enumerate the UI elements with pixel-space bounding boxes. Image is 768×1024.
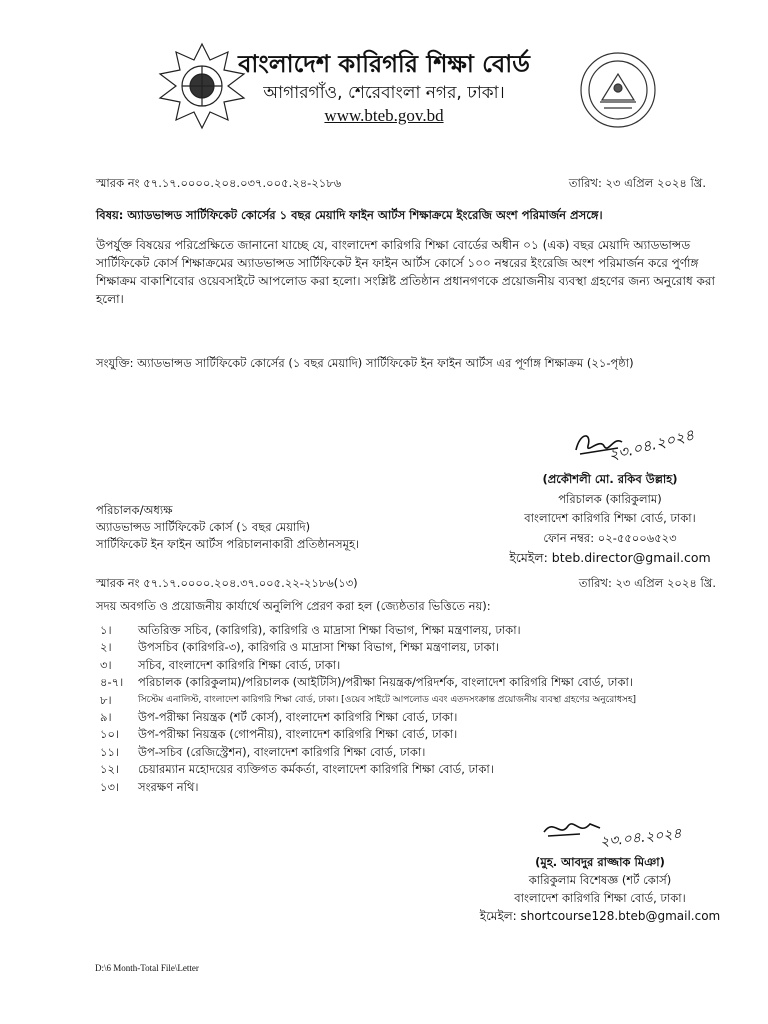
body-line: হলো। bbox=[96, 292, 124, 306]
list-item bbox=[100, 779, 740, 796]
memo-reference-2: স্মারক নং ৫৭.১৭.০০০০.২০৪.৩৭.০০৫.২২-২১৮৬(১৩) bbox=[96, 576, 358, 590]
body-line: শিক্ষাক্রম বাকাশিবোর ওয়েবসাইটে আপলোড করা হলো। সংশ্লিষ্ট প্রতিষ্ঠান প্রধানগণকে প্রয়োজনীয় ব্যবস্থা গ্রহণের জন্য অনুরোধ করা bbox=[96, 274, 715, 288]
list-item-text: সংরক্ষণ নথি। bbox=[138, 779, 199, 794]
curriculum-specialist-signature-block bbox=[460, 853, 740, 925]
list-item-number: ১১। bbox=[100, 744, 120, 759]
list-item-number: ৩। bbox=[100, 657, 112, 672]
list-item-number: ২। bbox=[100, 640, 112, 655]
list-item-number: ১। bbox=[100, 623, 112, 637]
body-line: উপর্যুক্ত বিষয়ের পরিপ্রেক্ষিতে জানানো যাচ্ছে যে, বাংলাদেশ কারিগরি শিক্ষা বোর্ডের অধীন ০১ (এক) বছর মেয়াদি অ্যাডভান্সড bbox=[96, 238, 691, 252]
attachment-line: সংযুক্তি: অ্যাডভান্সড সার্টিফিকেট কোর্সের (১ বছর মেয়াদি) সার্টিফিকেট ইন ফাইন আর্টস এর পূর্ণাঙ্গ শিক্ষাক্রম (২১-পৃষ্ঠা) bbox=[96, 356, 634, 370]
memo-reference-1: স্মারক নং ৫৭.১৭.০০০০.২০৪.০৩৭.০০৫.২৪-২১৮৬ bbox=[96, 176, 342, 190]
list-item-text: সিস্টেম এনালিস্ট, বাংলাদেশ কারিগরি শিক্ষা বোর্ড, ঢাকা। [ওয়েব সাইটে আপলোড এবং এতদসংক্রান্ত প্রয়োজনীয় ব্যবস্থা গ্রহণের অনুরোধসহ] bbox=[138, 694, 637, 705]
list-item bbox=[100, 639, 740, 656]
list-item-text: অতিরিক্ত সচিব, (কারিগরি), কারিগরি ও মাদ্রাসা শিক্ষা বিভাগ, শিক্ষা মন্ত্রণালয়, ঢাকা। bbox=[138, 623, 521, 637]
director-name: (প্রকৌশলী মো. রকিব উল্লাহ) bbox=[542, 472, 678, 486]
list-item-text: উপ-পরীক্ষা নিয়ন্ত্রক (শর্ট কোর্স), বাংলাদেশ কারিগরি শিক্ষা বোর্ড, ঢাকা। bbox=[138, 709, 458, 724]
list-item bbox=[100, 674, 740, 691]
copy-intro: সদয় অবগতি ও প্রয়োজনীয় কার্যার্থে অনুলিপি প্রেরণ করা হল (জ্যেষ্ঠতার ভিত্তিতে নয়): bbox=[96, 599, 491, 613]
list-item bbox=[100, 761, 740, 778]
copy-distribution-list bbox=[100, 622, 740, 796]
list-item bbox=[100, 709, 740, 726]
director-email: ইমেইল: bteb.director@gmail.com bbox=[509, 550, 711, 565]
letter-body bbox=[96, 236, 736, 308]
recipient-line: পরিচালক/অধ্যক্ষ bbox=[96, 503, 173, 517]
curriculum-specialist-signature-date: ২৩.০৪.২০২৪ bbox=[599, 825, 683, 851]
list-item-number: ৯। bbox=[100, 709, 112, 724]
director-phone: ফোন নম্বর: ০২-৫৫০০৬৫২৩ bbox=[543, 530, 677, 545]
board-title: বাংলাদেশ কারিগরি শিক্ষা বোর্ড bbox=[238, 50, 530, 78]
list-item-text: সচিব, বাংলাদেশ কারিগরি শিক্ষা বোর্ড, ঢাকা। bbox=[138, 657, 341, 672]
list-item-text: উপ-সচিব (রেজিস্ট্রেশন), বাংলাদেশ কারিগরি শিক্ষা বোর্ড, ঢাকা। bbox=[138, 744, 426, 759]
list-item bbox=[100, 657, 740, 674]
list-item-number: ৪-৭। bbox=[100, 675, 124, 690]
list-item-text: পরিচালক (কারিকুলাম)/পরিচালক (আইটিসি)/পরীক্ষা নিয়ন্ত্রক/পরিদর্শক, বাংলাদেশ কারিগরি শিক্ষা বোর্ড, ঢাকা। bbox=[138, 675, 633, 690]
list-item-number: ১৩। bbox=[100, 779, 120, 794]
list-item-text: উপ-পরীক্ষা নিয়ন্ত্রক (গোপনীয়), বাংলাদেশ কারিগরি শিক্ষা বোর্ড, ঢাকা। bbox=[138, 727, 458, 742]
director-signature-block bbox=[490, 470, 730, 568]
curriculum-specialist-signature bbox=[540, 816, 604, 842]
curriculum-specialist-designation: কারিকুলাম বিশেষজ্ঞ (শর্ট কোর্স) bbox=[528, 873, 672, 887]
list-item bbox=[100, 622, 740, 639]
recipient-line: অ্যাডভান্সড সার্টিফিকেট কোর্স (১ বছর মেয়াদি) bbox=[96, 520, 311, 534]
list-item bbox=[100, 692, 740, 709]
list-item bbox=[100, 744, 740, 761]
director-signature-date: ২৩.০৪.২০২৪ bbox=[606, 425, 697, 465]
file-path-footer: D:\6 Month-Total File\Letter bbox=[95, 963, 199, 973]
board-website-link[interactable]: www.bteb.gov.bd bbox=[324, 106, 444, 125]
curriculum-specialist-office: বাংলাদেশ কারিগরি শিক্ষা বোর্ড, ঢাকা। bbox=[514, 891, 686, 905]
list-item-text: চেয়ারম্যান মহোদয়ের ব্যক্তিগত কর্মকর্তা, বাংলাদেশ কারিগরি শিক্ষা বোর্ড, ঢাকা। bbox=[138, 762, 494, 777]
body-line: সার্টিফিকেট কোর্স শিক্ষাক্রমের অ্যাডভান্সড সার্টিফিকেট ইন ফাইন আর্টস কোর্সে ১০০ নম্বরের ইংরেজি অংশ পরিমার্জন করে পুর্ণাঙ্গ bbox=[96, 256, 699, 270]
recipient-block bbox=[96, 502, 359, 553]
director-designation: পরিচালক (কারিকুলাম) bbox=[558, 491, 662, 506]
list-item-number: ১২। bbox=[100, 762, 120, 777]
board-address: আগারগাঁও, শেরেবাংলা নগর, ঢাকা। bbox=[263, 83, 505, 103]
list-item-number: ৮। bbox=[100, 692, 112, 707]
list-item-text: উপসচিব (কারিগরি-৩), কারিগরি ও মাদ্রাসা শিক্ষা বিভাগ, শিক্ষা মন্ত্রণালয়, ঢাকা। bbox=[138, 640, 500, 655]
curriculum-specialist-email: ইমেইল: shortcourse128.bteb@gmail.com bbox=[479, 909, 721, 923]
list-item-number: ১০। bbox=[100, 727, 120, 742]
director-office: বাংলাদেশ কারিগরি শিক্ষা বোর্ড, ঢাকা। bbox=[524, 511, 696, 525]
subject-line: বিষয়: অ্যাডভান্সড সার্টিফিকেট কোর্সের ১ বছর মেয়াদি ফাইন আর্টস শিক্ষাক্রমে ইংরেজি অংশ পরিমার্জন প্রসঙ্গে। bbox=[96, 208, 603, 222]
memo-date-1: তারিখ: ২৩ এপ্রিল ২০২৪ খ্রি. bbox=[568, 176, 706, 190]
memo-date-2: তারিখ: ২৩ এপ্রিল ২০২৪ খ্রি. bbox=[578, 576, 716, 590]
list-item bbox=[100, 726, 740, 743]
recipient-line: সার্টিফিকেট ইন ফাইন আর্টস পরিচালনাকারী প্রতিষ্ঠানসমূহ। bbox=[96, 537, 360, 551]
curriculum-specialist-name: (মুহ. আবদুর রাজ্জাক মিঞা) bbox=[535, 855, 665, 869]
